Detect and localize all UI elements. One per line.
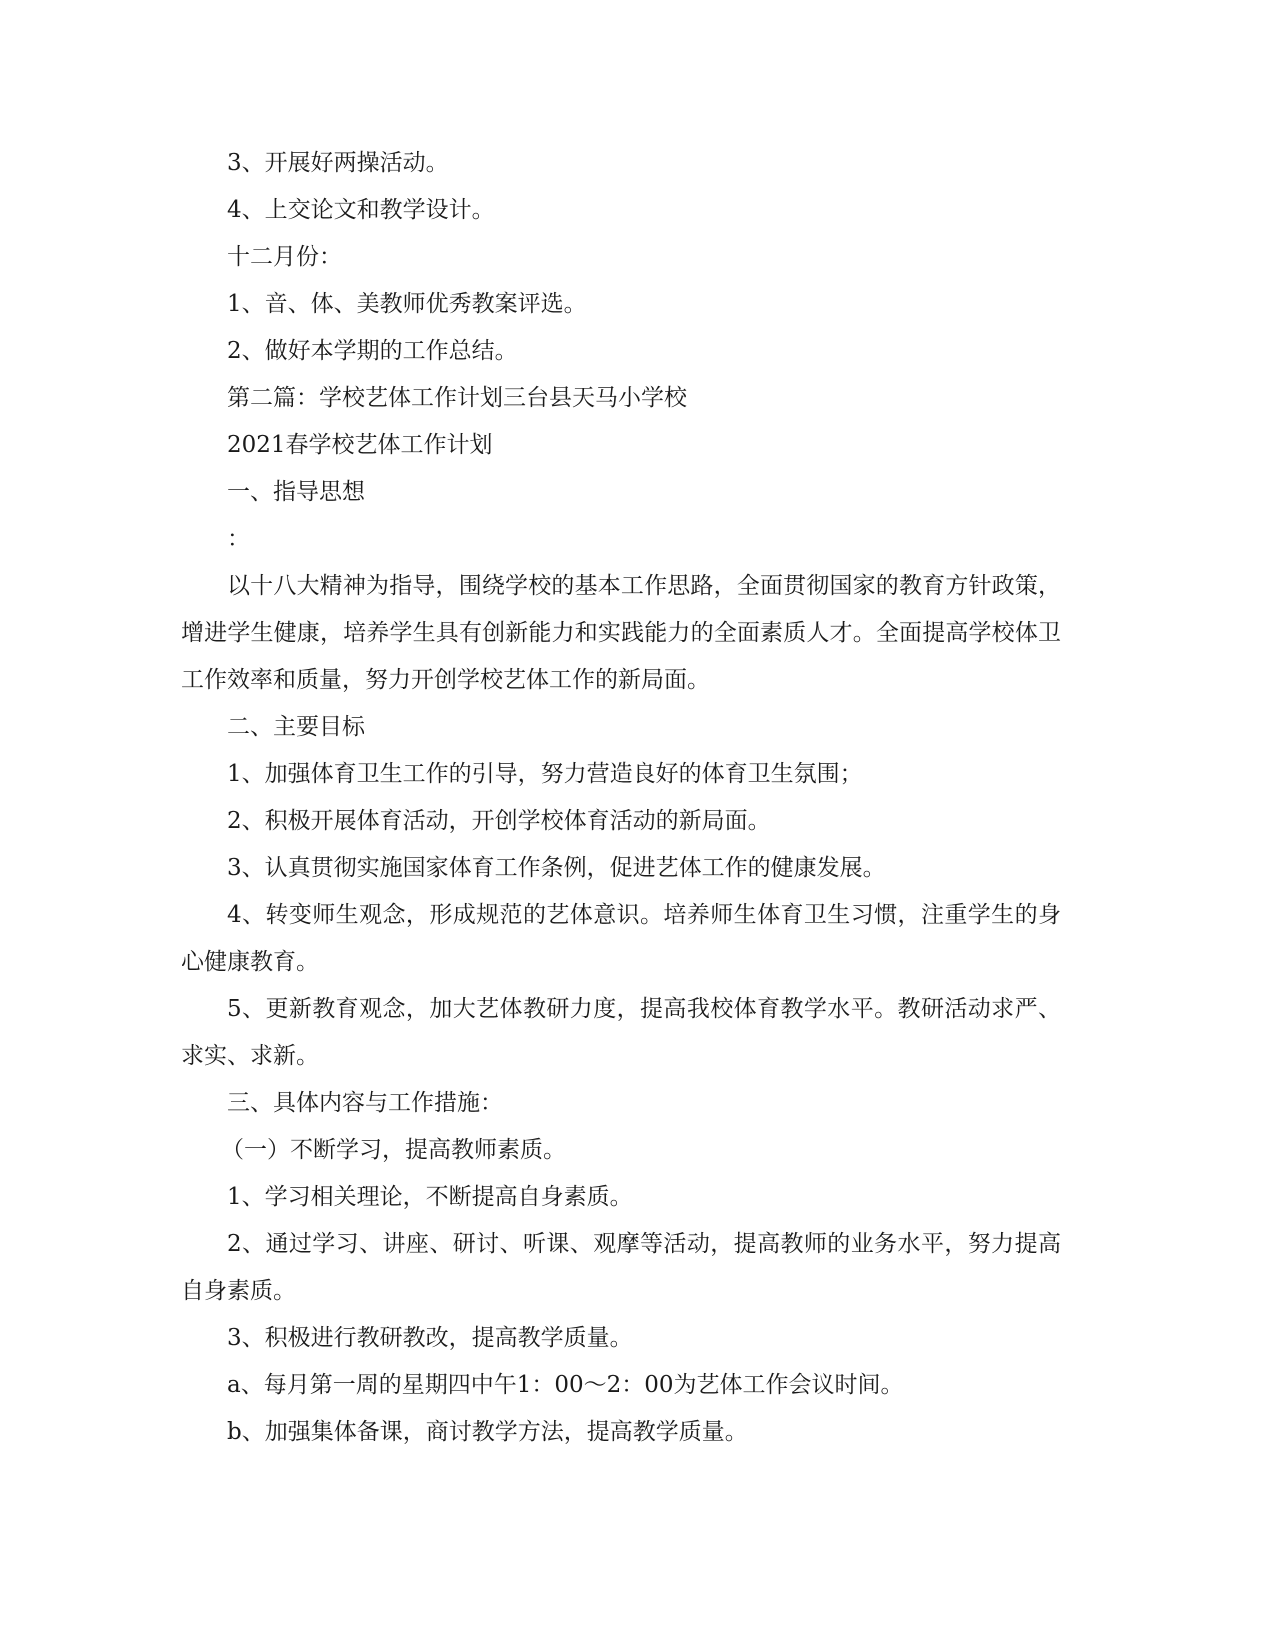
goal-item-4: 4、转变师生观念，形成规范的艺体意识。培养师生体育卫生习惯，注重学生的身心健康教育。 — [181, 902, 1061, 975]
subsection-heading-learning: （一）不断学习，提高教师素质。 — [221, 1137, 566, 1163]
goal-item-2: 2、积极开展体育活动，开创学校体育活动的新局面。 — [227, 808, 771, 834]
plan-title: 2021春学校艺体工作计划 — [227, 432, 493, 458]
paragraph-colon: ： — [227, 526, 250, 552]
paragraph-5: 2、做好本学期的工作总结。 — [227, 338, 518, 364]
paragraph-1: 3、开展好两操活动。 — [227, 150, 449, 176]
measure-item-1: 1、学习相关理论，不断提高自身素质。 — [227, 1184, 633, 1210]
measure-subitem-b: b、加强集体备课，商讨教学方法，提高教学质量。 — [227, 1419, 748, 1445]
paragraph-2: 4、上交论文和教学设计。 — [227, 197, 495, 223]
measure-item-2: 2、通过学习、讲座、研讨、听课、观摩等活动，提高教师的业务水平，努力提高自身素质。 — [181, 1231, 1061, 1304]
article-title: 第二篇：学校艺体工作计划三台县天马小学校 — [227, 385, 687, 411]
section-heading-measures: 三、具体内容与工作措施： — [227, 1090, 503, 1116]
section-heading-guiding-ideology: 一、指导思想 — [227, 479, 365, 505]
measure-item-3: 3、积极进行教研教改，提高教学质量。 — [227, 1325, 633, 1351]
goal-item-3: 3、认真贯彻实施国家体育工作条例，促进艺体工作的健康发展。 — [227, 855, 886, 881]
paragraph-4: 1、音、体、美教师优秀教案评选。 — [227, 291, 587, 317]
goal-item-5: 5、更新教育观念，加大艺体教研力度，提高我校体育教学水平。教研活动求严、求实、求新。 — [181, 996, 1061, 1069]
section-heading-december: 十二月份： — [227, 244, 342, 270]
document-body — [181, 140, 1061, 1456]
section-heading-main-goals: 二、主要目标 — [227, 714, 365, 740]
goal-item-1: 1、加强体育卫生工作的引导，努力营造良好的体育卫生氛围； — [227, 761, 863, 787]
measure-subitem-a: a、每月第一周的星期四中午1：00～2：00为艺体工作会议时间。 — [227, 1372, 904, 1398]
paragraph-guiding-text: 以十八大精神为指导，围绕学校的基本工作思路，全面贯彻国家的教育方针政策，增进学生健康，培养学生具有创新能力和实践能力的全面素质人才。全面提高学校体卫工作效率和质量，努力开创学校艺体工作的新局面。 — [181, 573, 1061, 693]
